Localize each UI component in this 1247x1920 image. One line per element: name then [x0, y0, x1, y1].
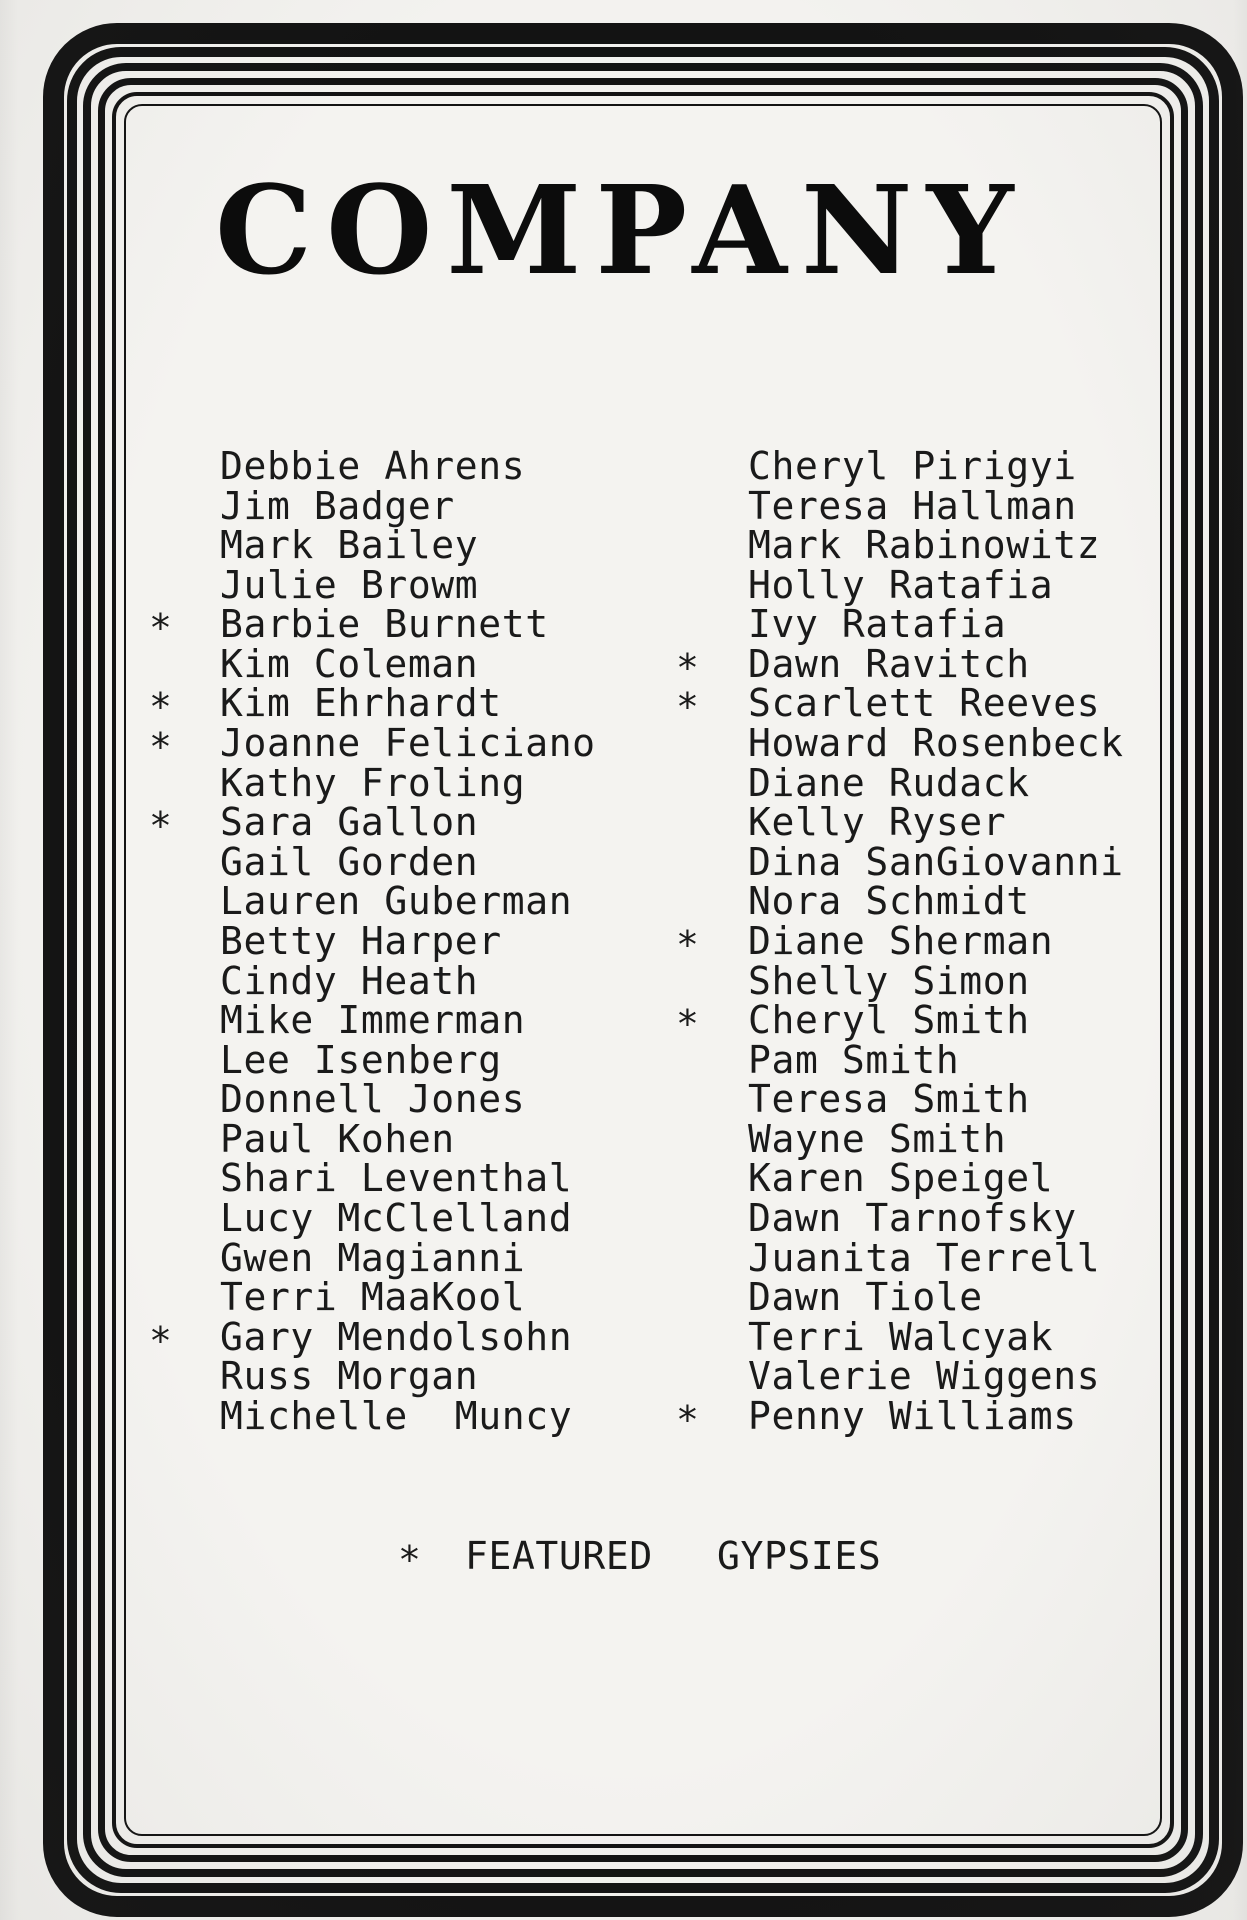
cast-member-name: Kathy Froling: [220, 760, 526, 805]
decorative-border-ring: [67, 47, 1219, 1893]
cast-member-name: Juanita Terrell: [748, 1235, 1101, 1280]
cast-member-name: Michelle Muncy: [220, 1393, 573, 1438]
cast-member-name: Lee Isenberg: [220, 1037, 502, 1082]
cast-member-name: Wayne Smith: [748, 1116, 1007, 1161]
featured-star: *: [149, 606, 173, 651]
roster-row: [126, 839, 1160, 884]
cast-member-name: Paul Kohen: [220, 1116, 455, 1161]
cast-member-name: Nora Schmidt: [748, 879, 1030, 924]
cast-member-name: Pam Smith: [748, 1037, 960, 1082]
roster-row: [126, 998, 1160, 1047]
featured-star: *: [149, 685, 173, 730]
cast-member-name: Sara Gallon: [220, 800, 479, 845]
decorative-border-ring: [112, 92, 1174, 1848]
cast-member-name: Teresa Hallman: [748, 483, 1077, 528]
cast-member-name: Betty Harper: [220, 918, 502, 963]
cast-member-name: Ivy Ratafia: [748, 602, 1007, 647]
featured-star: *: [676, 645, 700, 690]
roster-row: [126, 483, 1160, 528]
cast-member-name: Russ Morgan: [220, 1354, 479, 1399]
cast-member-name: Dawn Tiole: [748, 1275, 983, 1320]
page-content: [126, 106, 1160, 1834]
cast-member-name: Joanne Feliciano: [220, 721, 596, 766]
cast-member-name: Jim Badger: [220, 483, 455, 528]
roster-row: [126, 1195, 1160, 1240]
roster-row: [126, 681, 1160, 730]
roster-row: [126, 1116, 1160, 1161]
cast-member-name: Kelly Ryser: [748, 800, 1007, 845]
roster-row: [126, 800, 1160, 849]
cast-member-name: Lauren Guberman: [220, 879, 573, 924]
roster-row: [126, 958, 1160, 1003]
cast-member-name: Gwen Magianni: [220, 1235, 526, 1280]
cast-member-name: Scarlett Reeves: [748, 681, 1101, 726]
asterisk-symbol: *: [398, 1538, 422, 1582]
featured-star: *: [149, 725, 173, 770]
roster-row: [126, 760, 1160, 805]
cast-member-name: Barbie Burnett: [220, 602, 549, 647]
roster-row: [126, 918, 1160, 967]
roster-row: [126, 444, 1160, 488]
cast-member-name: Mark Bailey: [220, 523, 479, 568]
page-title: COMPANY: [215, 158, 1028, 302]
cast-member-name: Mark Rabinowitz: [748, 523, 1101, 568]
cast-member-name: Penny Williams: [748, 1393, 1077, 1438]
legend-word-gypsies: GYPSIES: [717, 1534, 882, 1578]
cast-member-name: Lucy McClelland: [220, 1195, 573, 1240]
cast-member-name: Diane Sherman: [748, 918, 1054, 963]
decorative-border-ring: [83, 63, 1203, 1877]
featured-star: *: [676, 685, 700, 730]
roster-row: [126, 721, 1160, 770]
roster-row: [126, 1275, 1160, 1320]
cast-member-name: Shari Leventhal: [220, 1156, 573, 1201]
featured-gypsies-legend: [126, 1534, 1160, 1582]
cast-member-name: Holly Ratafia: [748, 562, 1054, 607]
cast-member-name: Teresa Smith: [748, 1077, 1030, 1122]
featured-star: *: [676, 1002, 700, 1047]
cast-member-name: Diane Rudack: [748, 760, 1030, 805]
cast-member-name: Karen Speigel: [748, 1156, 1054, 1201]
cast-member-name: Terri Walcyak: [748, 1314, 1054, 1359]
roster-row: [126, 562, 1160, 607]
cast-member-name: Cindy Heath: [220, 958, 479, 1003]
featured-star: *: [676, 922, 700, 967]
featured-star: *: [676, 1397, 700, 1442]
cast-member-name: Terri MaaKool: [220, 1275, 526, 1320]
roster-row: [126, 1393, 1160, 1442]
company-roster: [126, 444, 1160, 1442]
decorative-border-ring: [98, 78, 1188, 1862]
cast-member-name: Gary Mendolsohn: [220, 1314, 573, 1359]
roster-row: [126, 1314, 1160, 1363]
cast-member-name: Kim Ehrhardt: [220, 681, 502, 726]
cast-member-name: Donnell Jones: [220, 1077, 526, 1122]
roster-row: [126, 602, 1160, 651]
roster-row: [126, 523, 1160, 568]
cast-member-name: Julie Browm: [220, 562, 479, 607]
cast-member-name: Dina SanGiovanni: [748, 839, 1124, 884]
roster-row: [126, 1354, 1160, 1399]
decorative-border-ring: [124, 104, 1162, 1836]
cast-member-name: Mike Immerman: [220, 998, 526, 1043]
cast-member-name: Debbie Ahrens: [220, 444, 526, 488]
featured-star: *: [149, 804, 173, 849]
roster-row: [126, 1235, 1160, 1280]
cast-member-name: Dawn Ravitch: [748, 641, 1030, 686]
roster-row: [126, 879, 1160, 924]
cast-member-name: Cheryl Pirigyi: [748, 444, 1077, 488]
cast-member-name: Cheryl Smith: [748, 998, 1030, 1043]
cast-member-name: Gail Gorden: [220, 839, 479, 884]
featured-star: *: [149, 1318, 173, 1363]
legend-word-featured: FEATURED: [465, 1534, 653, 1578]
cast-member-name: Dawn Tarnofsky: [748, 1195, 1077, 1240]
roster-row: [126, 1077, 1160, 1122]
roster-row: [126, 1156, 1160, 1201]
cast-member-name: Kim Coleman: [220, 641, 479, 686]
roster-row: [126, 641, 1160, 690]
decorative-border: [43, 23, 1243, 1917]
cast-member-name: Shelly Simon: [748, 958, 1030, 1003]
cast-member-name: Valerie Wiggens: [748, 1354, 1101, 1399]
roster-row: [126, 1037, 1160, 1082]
cast-member-name: Howard Rosenbeck: [748, 721, 1124, 766]
